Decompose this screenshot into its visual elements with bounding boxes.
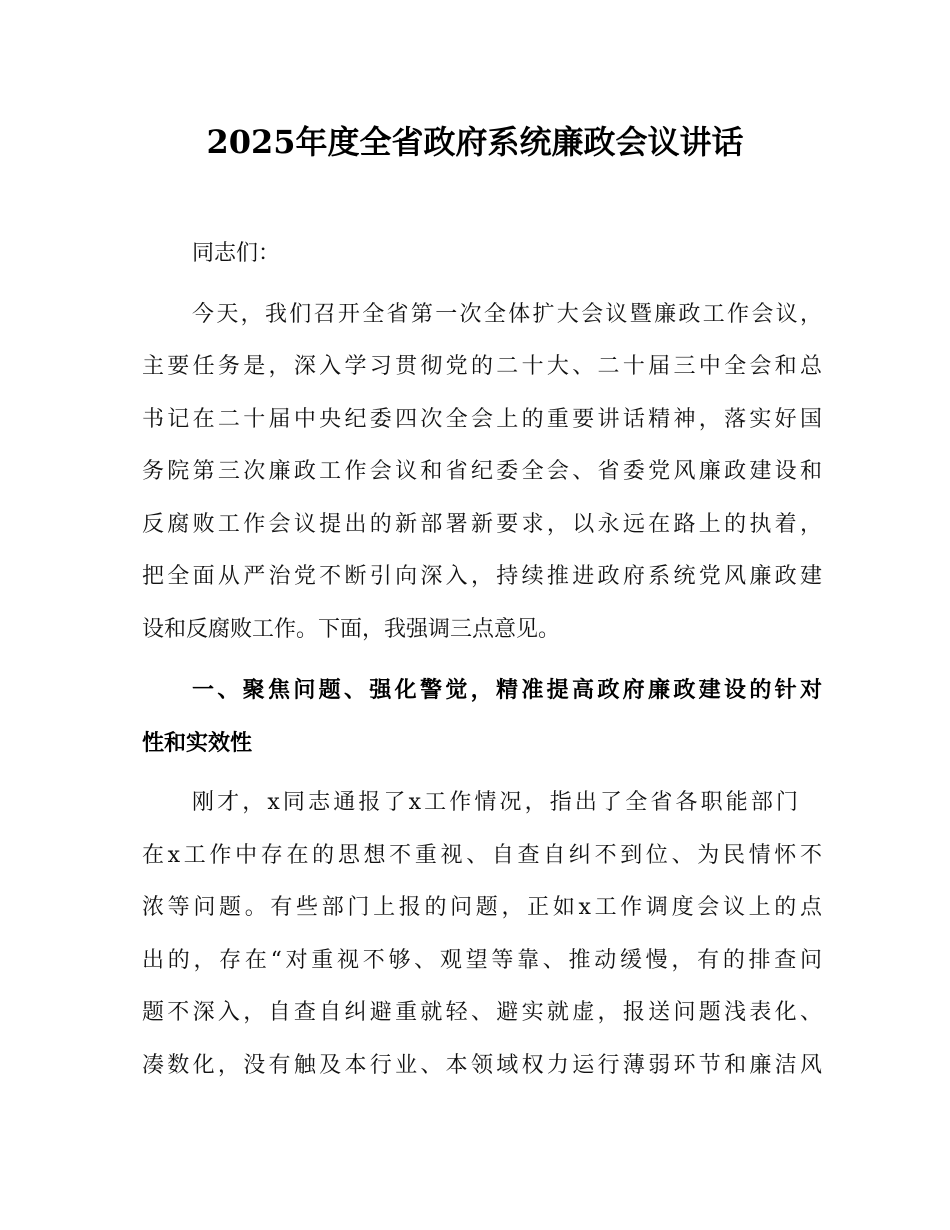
paragraph-1-line: 主要任务是，深入学习贯彻党的二十大、二十届三中全会和总: [142, 354, 822, 379]
paragraph-2-line: 出的，存在“对重视不够、观望等靠、推动缓慢，有的排查问: [142, 947, 822, 973]
paragraph-1-line: 设和反腐败工作。下面，我强调三点意见。: [142, 616, 561, 642]
section-heading-1: [142, 664, 822, 769]
document-body: [142, 228, 822, 1092]
paragraph-2-line: 题不深入，自查自纠避重就轻、避实就虚，报送问题浅表化、: [142, 1000, 822, 1025]
section-heading-1-line: 性和实效性: [142, 729, 253, 756]
paragraph-2-line: 刚才，x同志通报了x工作情况，指出了全省各职能部门: [192, 790, 798, 815]
paragraph-1-line: 务院第三次廉政工作会议和省纪委全会、省委党风廉政建设和: [142, 459, 822, 484]
paragraph-1-line: 反腐败工作会议提出的新部署新要求，以永远在路上的执着，: [142, 511, 822, 537]
paragraph-2-line: 浓等问题。有些部门上报的问题，正如x工作调度会议上的点: [142, 895, 822, 920]
paragraph-1-line: 把全面从严治党不断引向深入，持续推进政府系统党风廉政建: [142, 564, 822, 589]
paragraph-1-line: 书记在二十届中央纪委四次全会上的重要讲话精神，落实好国: [142, 406, 822, 432]
paragraph-2-line: 在x工作中存在的思想不重视、自查自纠不到位、为民情怀不: [142, 842, 822, 868]
paragraph-2-line: 凑数化，没有触及本行业、本领域权力运行薄弱环节和廉洁风: [142, 1052, 822, 1078]
salutation: 同志们：: [192, 241, 281, 266]
paragraph-1: [142, 289, 822, 657]
section-heading-1-line: 一、聚焦问题、强化警觉，精准提高政府廉政建设的针对: [192, 677, 822, 703]
document-title: 2025年度全省政府系统廉政会议讲话: [206, 123, 744, 161]
paragraph-1-line: 今天，我们召开全省第一次全体扩大会议暨廉政工作会议，: [192, 301, 822, 327]
paragraph-2: [142, 777, 822, 1092]
